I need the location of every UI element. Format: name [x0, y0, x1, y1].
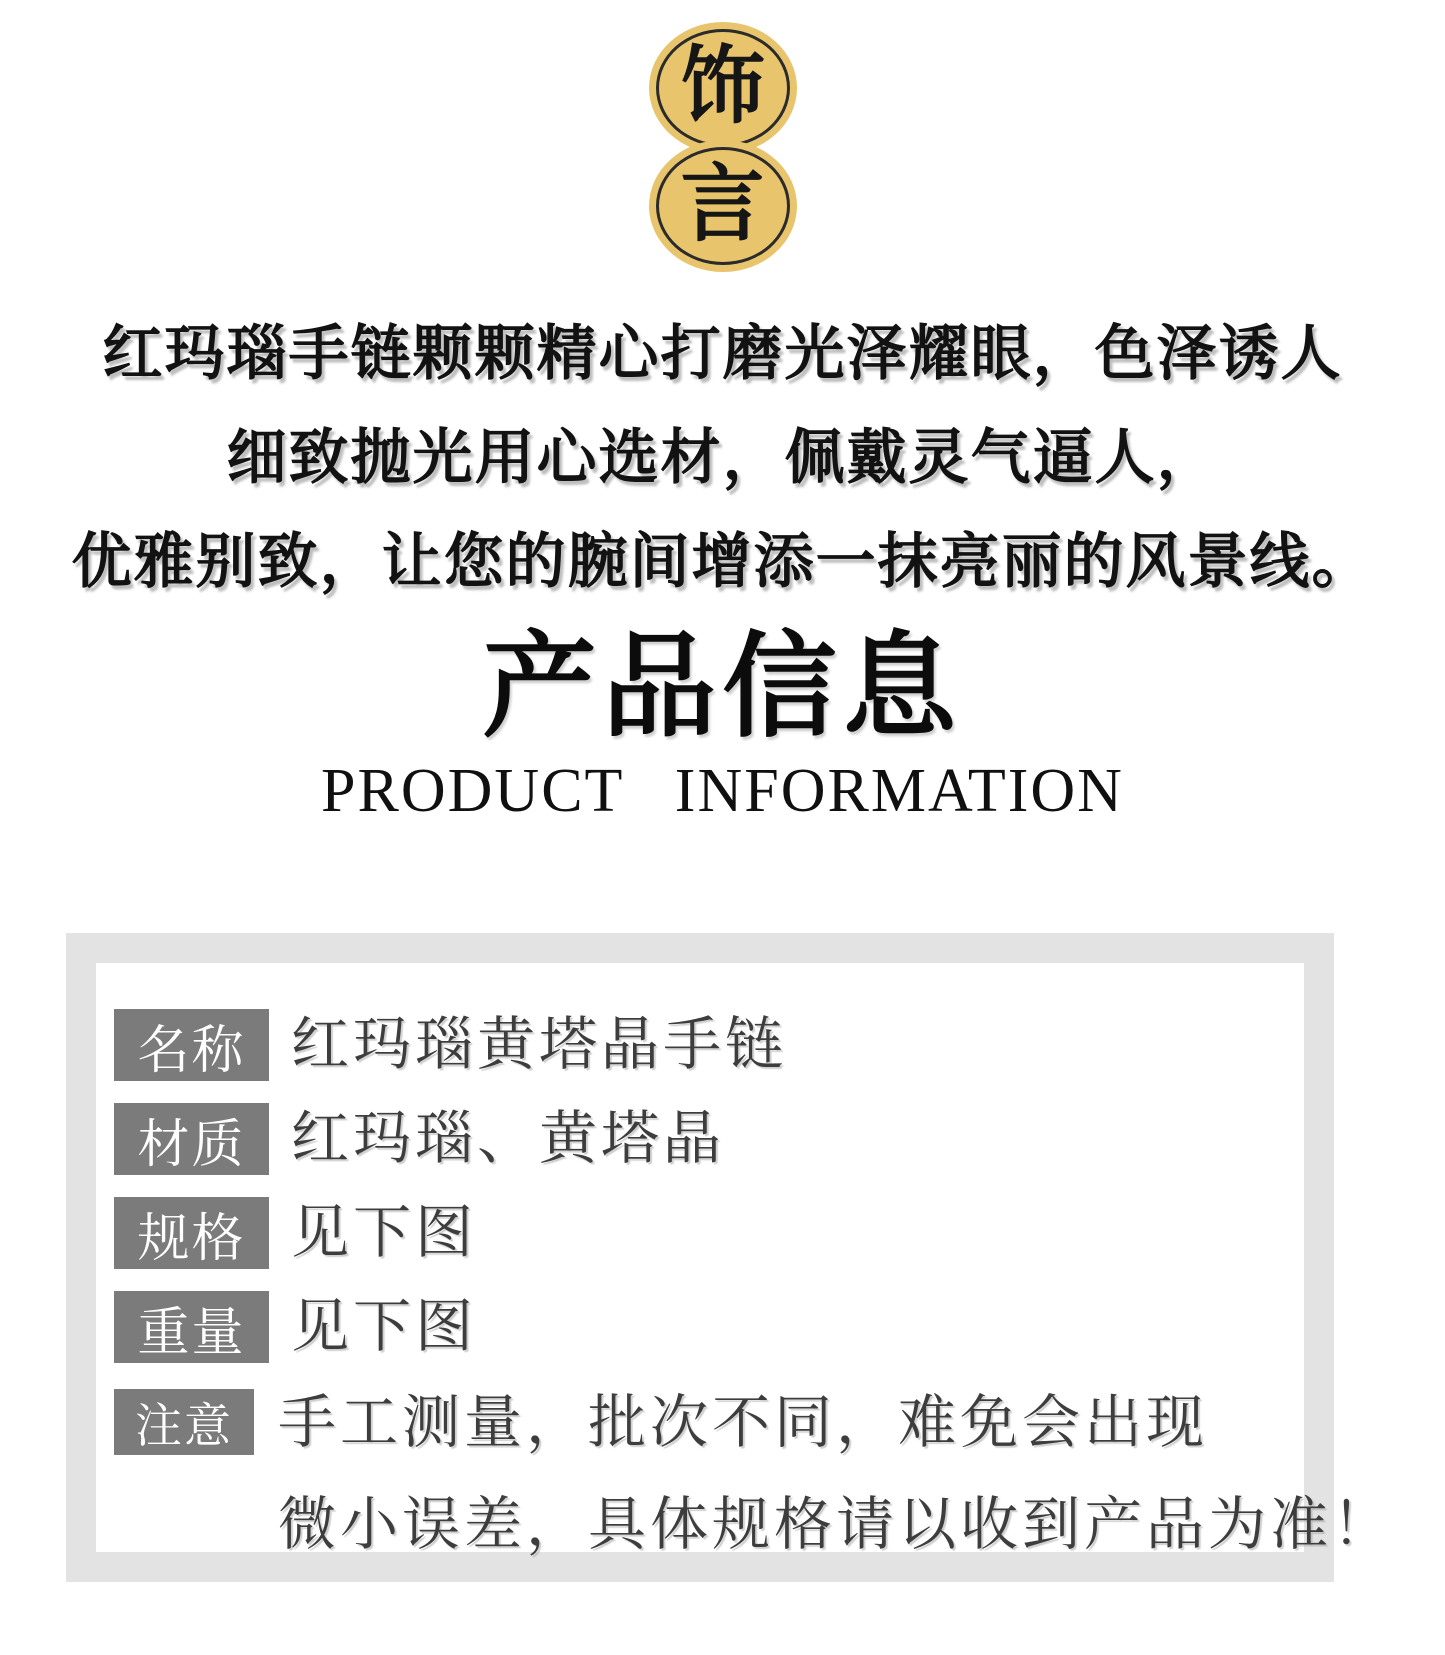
- row-label-weight: 重量: [114, 1291, 269, 1363]
- row-value-note: [278, 1385, 1394, 1563]
- product-info-box: [66, 933, 1395, 1582]
- table-row-weight: [114, 1291, 1284, 1363]
- intro-line-3: 优雅别致，让您的腕间增添一抹亮丽的风景线。: [71, 529, 1374, 595]
- product-info-rows: [96, 963, 1395, 1563]
- note-line-2: 微小误差，具体规格请以收到产品为准！: [278, 1492, 1395, 1557]
- intro-line-1: 红玛瑙手链颗颗精心打磨光泽耀眼，色泽诱人: [102, 321, 1343, 387]
- intro-paragraph: [0, 302, 1445, 614]
- logo-char-top: 饰: [680, 41, 765, 134]
- row-value-material: 红玛瑙、黄塔晶: [291, 1106, 726, 1171]
- logo-coin-top: [649, 22, 797, 154]
- intro-line-2: 细致抛光用心选材，佩戴灵气逼人，: [226, 425, 1219, 491]
- table-row-material: [114, 1103, 1284, 1175]
- logo-char-bottom: 言: [680, 159, 765, 252]
- brand-logo: [649, 22, 797, 272]
- table-row-spec: [114, 1197, 1284, 1269]
- row-label-note: 注意: [114, 1389, 254, 1455]
- row-value-weight: 见下图: [291, 1294, 478, 1359]
- section-title: 产品信息: [482, 624, 963, 751]
- row-label-material: 材质: [114, 1103, 269, 1175]
- row-value-spec: 见下图: [291, 1200, 478, 1265]
- row-label-spec: 规格: [114, 1197, 269, 1269]
- row-value-name: 红玛瑙黄塔晶手链: [291, 1012, 788, 1077]
- row-label-name: 名称: [114, 1009, 269, 1081]
- table-row-name: [114, 1009, 1284, 1081]
- note-line-1: 手工测量，批次不同，难免会出现: [278, 1390, 1209, 1455]
- section-subtitle: PRODUCT INFORMATION: [321, 757, 1124, 825]
- table-row-note: [114, 1385, 1395, 1563]
- logo-coin-bottom: [649, 140, 797, 272]
